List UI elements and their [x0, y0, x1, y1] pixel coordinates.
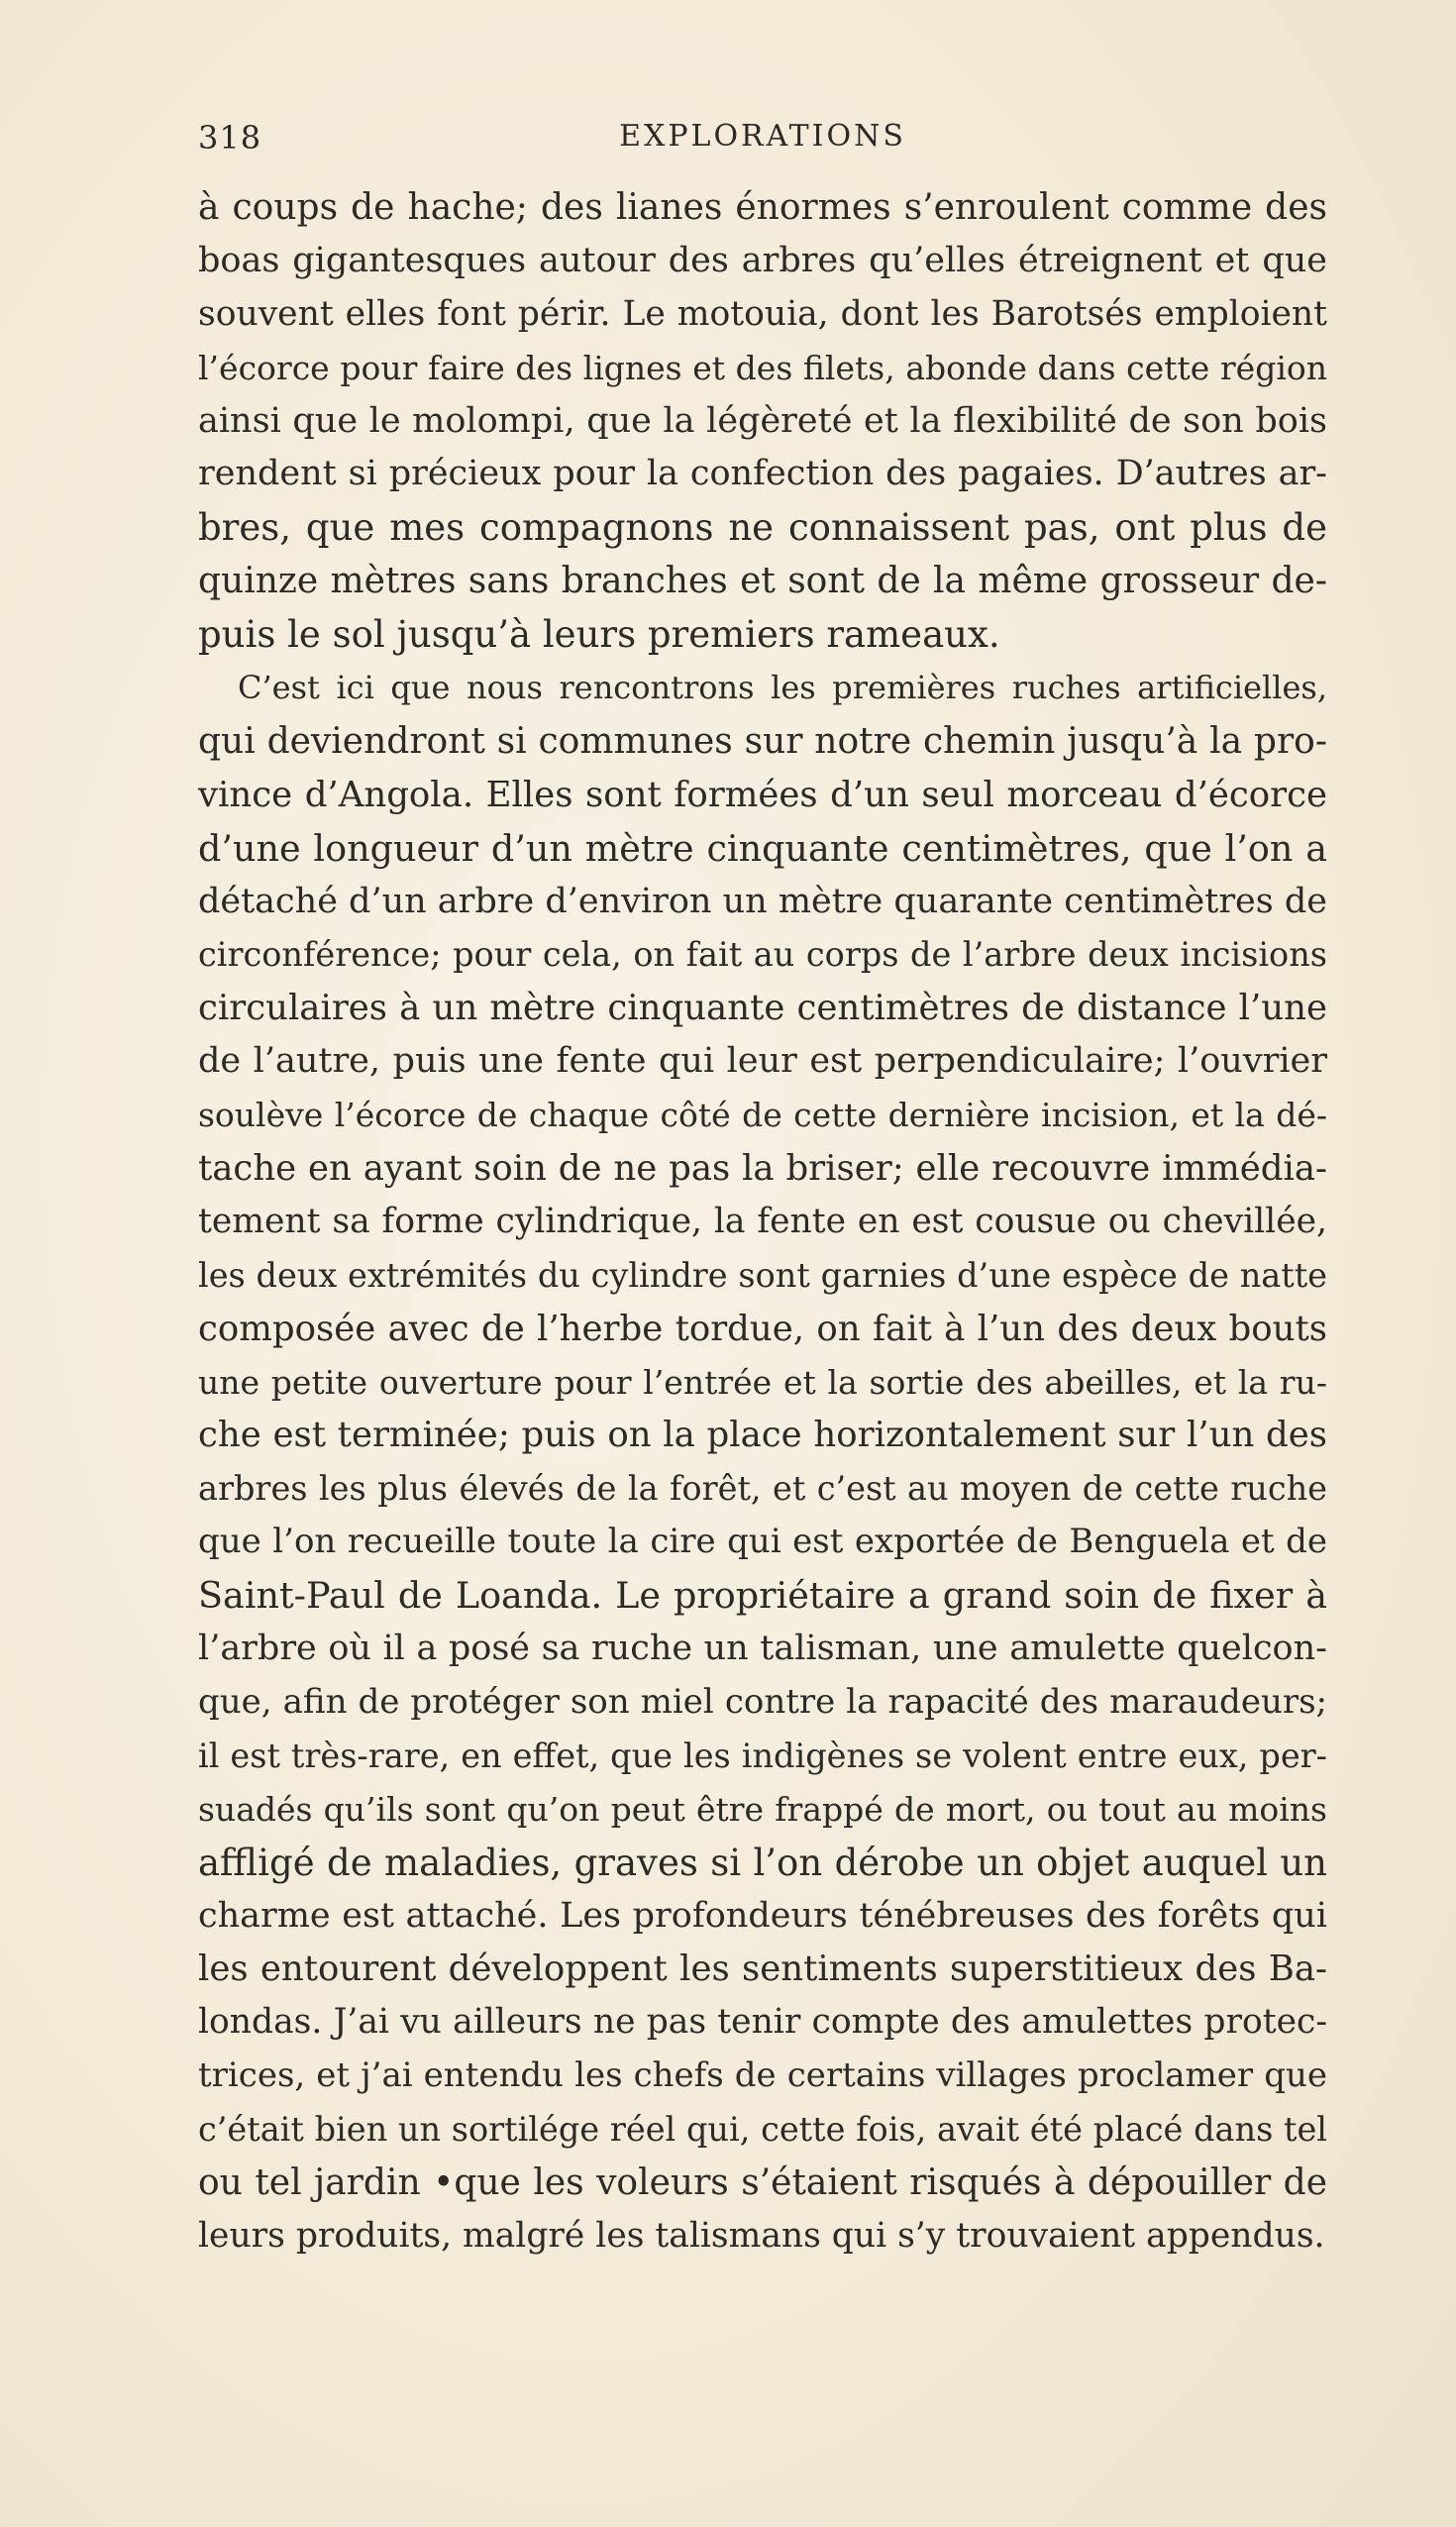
text-line: d’une longueur d’un mètre cinquante centimètres, que l’on a	[198, 826, 1327, 870]
paragraph-end-line: leurs produits, malgré les talismans qui s’y trouvaient appendus.	[198, 2215, 1325, 2256]
page-header	[198, 119, 1327, 168]
text-line: l’arbre où il a posé sa ruche un talisman, une amulette quelcon-	[198, 1629, 1327, 1669]
text-line: les entourent développent les sentiments superstitieux des Ba-	[198, 1948, 1327, 1990]
text-line: suadés qu’ils sont qu’on peut être frappé de mort, ou tout au moins	[198, 1789, 1327, 1829]
text-line: che est terminée; puis on la place horizontalement sur l’un des	[198, 1415, 1327, 1456]
text-line: boas gigantesques autour des arbres qu’elles étreignent et que	[198, 240, 1327, 280]
text-line: de l’autre, puis une fente qui leur est perpendiculaire; l’ouvrier	[198, 1041, 1327, 1082]
text-line: quinze mètres sans branches et sont de la même grosseur de-	[198, 561, 1327, 602]
text-line: tement sa forme cylindrique, la fente en est cousue ou chevillée,	[198, 1201, 1327, 1241]
running-head: EXPLORATIONS	[619, 119, 906, 154]
text-line: ou tel jardin •que les voleurs s’étaient risqués à dépouiller de	[198, 2161, 1327, 2203]
text-line: détaché d’un arbre d’environ un mètre quarante centimètres de	[198, 881, 1327, 921]
text-line: ainsi que le molompi, que la légèreté et la flexibilité de son bois	[198, 400, 1327, 441]
text-line: bres, que mes compagnons ne connaissent pas, ont plus de	[198, 506, 1327, 550]
text-line: composée avec de l’herbe tordue, on fait à l’un des deux bouts	[198, 1308, 1327, 1349]
text-line: trices, et j’ai entendu les chefs de certains villages proclamer que	[198, 2055, 1327, 2096]
text-line: que, afin de protéger son miel contre la rapacité des maraudeurs;	[198, 1681, 1327, 1722]
paragraph-end-line: puis le sol jusqu’à leurs premiers rameaux.	[198, 613, 1000, 657]
text-line: soulève l’écorce de chaque côté de cette dernière incision, et la dé-	[198, 1096, 1327, 1135]
text-line: affligé de maladies, graves si l’on dérobe un objet auquel un	[198, 1841, 1327, 1884]
text-line: londas. J’ai vu ailleurs ne pas tenir compte des amulettes protec-	[198, 2002, 1327, 2043]
text-line: l’écorce pour faire des lignes et des filets, abonde dans cette région	[198, 348, 1327, 387]
text-line: Saint-Paul de Loanda. Le propriétaire a grand soin de fixer à	[198, 1574, 1327, 1618]
text-line: circonférence; pour cela, on fait au corps de l’arbre deux incisions	[198, 935, 1327, 975]
text-line: à coups de hache; des lianes énormes s’enroulent comme des	[198, 187, 1327, 228]
text-line: que l’on recueille toute la cire qui est exportée de Benguela et de	[198, 1522, 1327, 1562]
body-text	[198, 181, 1327, 2264]
text-line: arbres les plus élevés de la forêt, et c’est au moyen de cette ruche	[198, 1469, 1327, 1509]
text-line: souvent elles font périr. Le motouia, dont les Barotsés emploient	[198, 293, 1327, 334]
text-line: vince d’Angola. Elles sont formées d’un seul morceau d’écorce	[198, 774, 1327, 815]
text-line: charme est attaché. Les profondeurs ténébreuses des forêts qui	[198, 1895, 1327, 1936]
paragraph-start-line: C’est ici que nous rencontrons les premières ruches artificielles,	[238, 669, 1327, 707]
text-line: une petite ouverture pour l’entrée et la sortie des abeilles, et la ru-	[198, 1362, 1327, 1402]
text-line: il est très-rare, en effet, que les indigènes se volent entre eux, per-	[198, 1736, 1327, 1775]
page-number: 318	[198, 119, 262, 157]
text-line: qui deviendront si communes sur notre chemin jusqu’à la pro-	[198, 720, 1327, 762]
text-line: les deux extrémités du cylindre sont garnies d’une espèce de natte	[198, 1255, 1327, 1295]
text-line: tache en ayant soin de ne pas la briser; elle recouvre immédia-	[198, 1148, 1327, 1190]
text-line: c’était bien un sortilége réel qui, cette fois, avait été placé dans tel	[198, 2110, 1327, 2150]
text-line: circulaires à un mètre cinquante centimètres de distance l’une	[198, 988, 1327, 1029]
text-line: rendent si précieux pour la confection des pagaies. D’autres ar-	[198, 454, 1327, 494]
